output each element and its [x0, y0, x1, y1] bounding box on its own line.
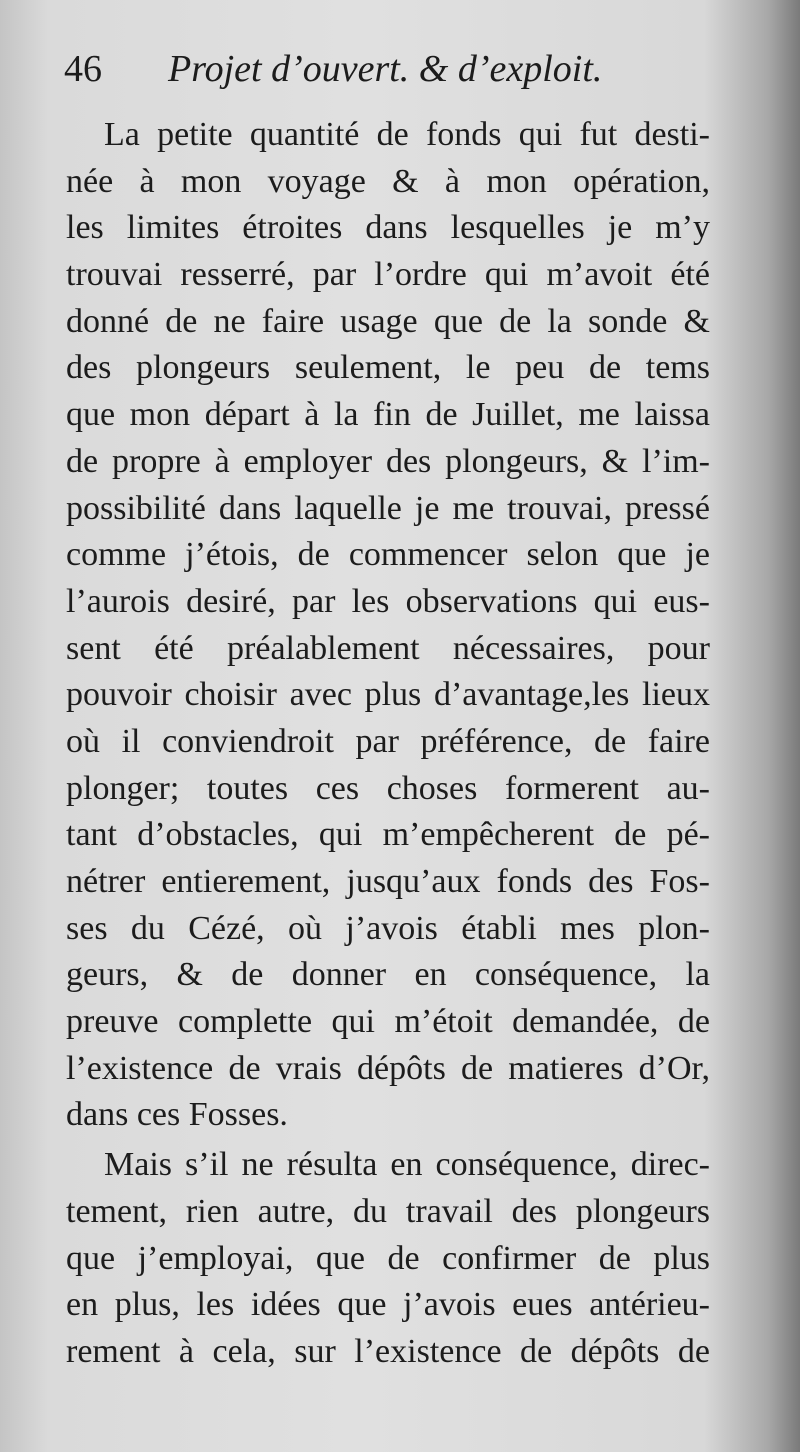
page-header [64, 44, 744, 94]
text-line: preuve complette qui m’étoit demandée, de [66, 1003, 710, 1041]
text-line: les limites étroites dans lesquelles je m’y [66, 209, 710, 247]
text-line: ses du Cézé, où j’avois établi mes plon- [66, 909, 710, 947]
text-line: nétrer entierement, jusqu’aux fonds des Fos- [66, 863, 710, 900]
text-line: possibilité dans laquelle je me trouvai, pressé [66, 489, 710, 527]
text-line: plonger; toutes ces choses formerent au- [66, 769, 710, 807]
page-number: 46 [64, 48, 102, 90]
text-line: geurs, & de donner en conséquence, la [66, 956, 710, 994]
text-line: en plus, les idées que j’avois eues antérieu- [66, 1286, 710, 1324]
text-line: La petite quantité de fonds qui fut desti- [104, 116, 710, 153]
paragraph [66, 1142, 710, 1375]
text-line: sent été préalablement nécessaires, pour [66, 629, 710, 667]
paragraph [66, 112, 710, 1139]
text-line: tement, rien autre, du travail des plongeurs [66, 1192, 710, 1230]
text-line: née à mon voyage & à mon opération, [66, 162, 710, 200]
text-line: comme j’étois, de commencer selon que je [66, 536, 710, 574]
text-line: de propre à employer des plongeurs, & l’im- [66, 442, 710, 480]
text-line: que j’employai, que de confirmer de plus [66, 1239, 710, 1277]
text-line: l’aurois desiré, par les observations qui eus- [66, 582, 710, 620]
text-line: tant d’obstacles, qui m’empêcherent de pé- [66, 816, 710, 854]
text-line: Mais s’il ne résulta en conséquence, direc- [104, 1146, 710, 1184]
text-line: où il conviendroit par préférence, de faire [66, 722, 710, 760]
body-text [66, 112, 710, 1376]
text-line: trouvai resserré, par l’ordre qui m’avoit été [66, 256, 710, 294]
text-line: des plongeurs seulement, le peu de tems [66, 349, 710, 387]
text-line: dans ces Fosses. [66, 1096, 288, 1134]
text-line: rement à cela, sur l’existence de dépôts de [66, 1332, 710, 1370]
text-line: l’existence de vrais dépôts de matieres d’Or, [66, 1049, 710, 1087]
text-line: pouvoir choisir avec plus d’avantage,les lieux [66, 676, 710, 714]
running-title: Projet d’ouvert. & d’exploit. [168, 48, 603, 90]
text-line: donné de ne faire usage que de la sonde & [66, 302, 710, 340]
text-line: que mon départ à la fin de Juillet, me laissa [66, 396, 710, 434]
